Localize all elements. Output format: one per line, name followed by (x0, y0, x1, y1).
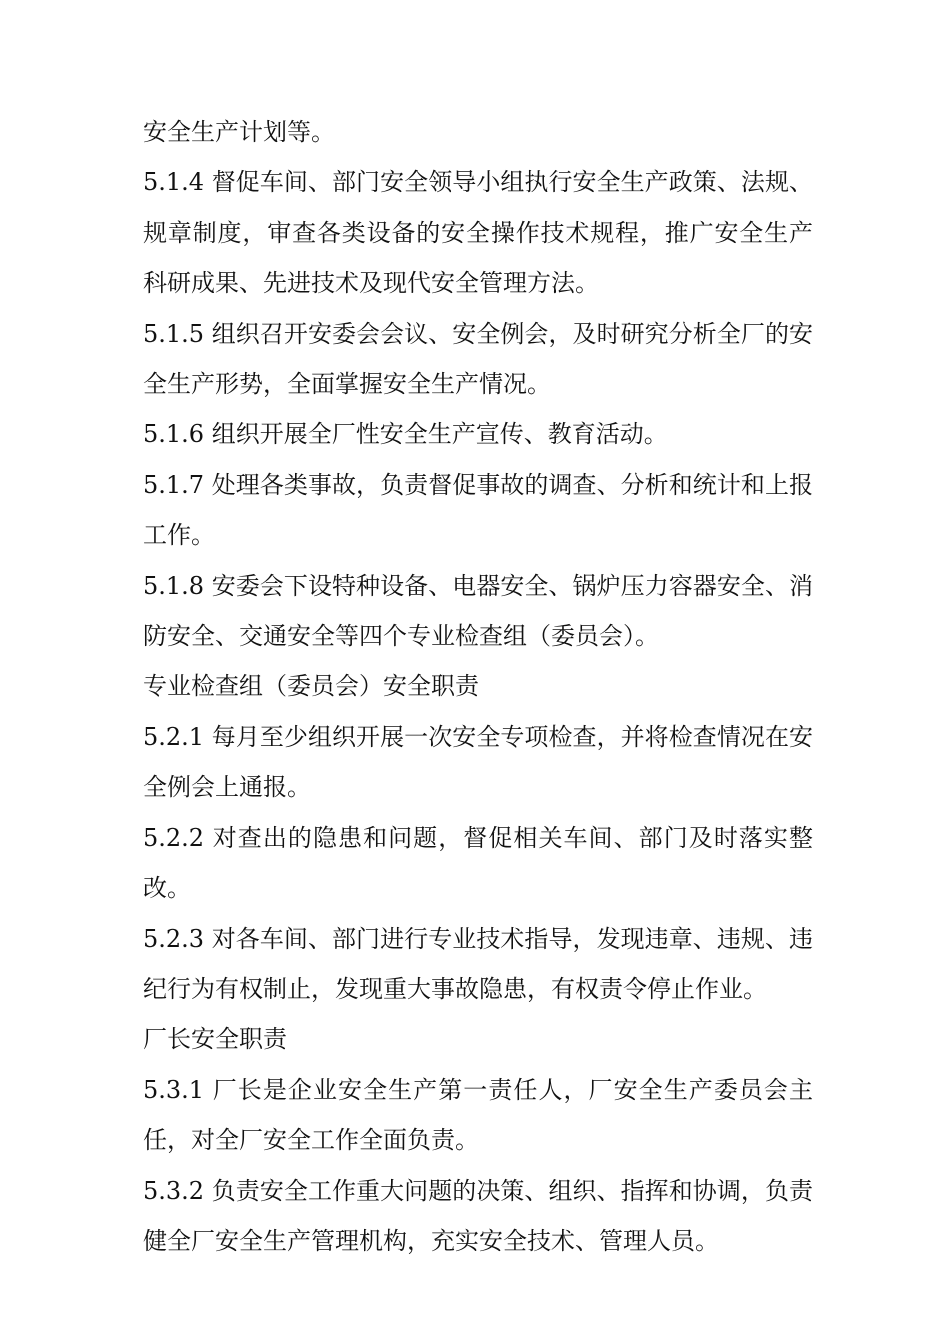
clause-5-2-1: 5.2.1 每月至少组织开展一次安全专项检查，并将检查情况在安全例会上通报。 (143, 722, 813, 802)
clause-5-1-5: 5.1.5 组织召开安委会会议、安全例会，及时研究分析全厂的安全生产形势，全面掌握安全生产情况。 (143, 319, 813, 399)
clause-5-1-8: 5.1.8 安委会下设特种设备、电器安全、锅炉压力容器安全、消防安全、交通安全等四个专业检查组（委员会）。 (143, 571, 813, 651)
clause-5-1-7: 5.1.7 处理各类事故，负责督促事故的调查、分析和统计和上报工作。 (143, 470, 813, 550)
document-body (143, 107, 813, 1266)
clause-5-2-2: 5.2.2 对查出的隐患和问题，督促相关车间、部门及时落实整改。 (143, 823, 813, 903)
clause-5-1-4: 5.1.4 督促车间、部门安全领导小组执行安全生产政策、法规、规章制度，审查各类设备的安全操作技术规程，推广安全生产科研成果、先进技术及现代安全管理方法。 (143, 168, 813, 298)
clause-5-2-3: 5.2.3 对各车间、部门进行专业技术指导，发现违章、违规、违纪行为有权制止，发现重大事故隐患，有权责令停止作业。 (143, 924, 813, 1003)
section-heading-inspection-group: 专业检查组（委员会）安全职责 (143, 672, 479, 701)
paragraph-continuation: 安全生产计划等。 (143, 118, 335, 146)
section-heading-director: 厂长安全职责 (143, 1025, 287, 1054)
clause-5-3-2: 5.3.2 负责安全工作重大问题的决策、组织、指挥和协调，负责健全厂安全生产管理机构，充实安全技术、管理人员。 (143, 1176, 813, 1255)
clause-5-3-1: 5.3.1 厂长是企业安全生产第一责任人，厂安全生产委员会主任，对全厂安全工作全面负责。 (143, 1075, 813, 1155)
clause-5-1-6: 5.1.6 组织开展全厂性安全生产宣传、教育活动。 (143, 420, 668, 449)
